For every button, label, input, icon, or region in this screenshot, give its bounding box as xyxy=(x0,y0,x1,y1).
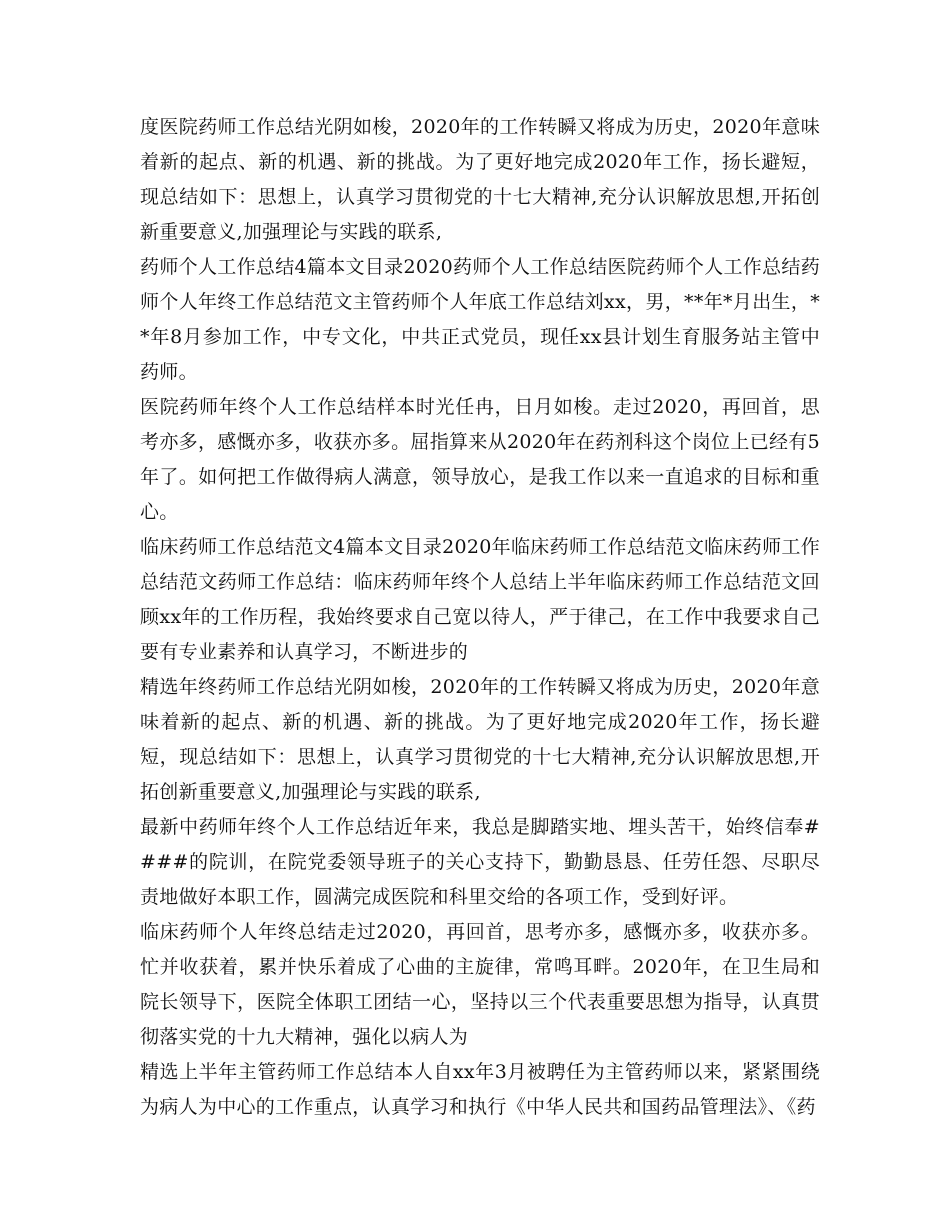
paragraph-1: 度医院药师工作总结光阴如梭，2020年的工作转瞬又将成为历史，2020年意味着新的起点、新的机遇、新的挑战。为了更好地完成2020年工作，扬长避短，现总结如下：思想上，认真学习贯彻党的十七大精神,充分认识解放思想,开拓创新重要意义,加强理论与实践的联系, xyxy=(140,116,820,243)
paragraph-6: 最新中药师年终个人工作总结近年来，我总是脚踏实地、埋头苦干，始终信奉####的院训，在院党委领导班子的关心支持下，勤勤恳恳、任劳任怨、尽职尽责地做好本职工作，圆满完成医院和科里交给的各项工作，受到好评。 xyxy=(140,816,820,908)
paragraph-3: 医院药师年终个人工作总结样本时光任冉，日月如梭。走过2020，再回首，思考亦多，感慨亦多，收获亦多。屈指算来从2020年在药剂科这个岗位上已经有5年了。如何把工作做得病人满意，领导放心，是我工作以来一直追求的目标和重心。 xyxy=(140,396,820,523)
paragraph-4: 临床药师工作总结范文4篇本文目录2020年临床药师工作总结范文临床药师工作总结范文药师工作总结：临床药师年终个人总结上半年临床药师工作总结范文回顾xx年的工作历程，我始终要求自己宽以待人，严于律己，在工作中我要求自己要有专业素养和认真学习，不断进步的 xyxy=(140,536,820,663)
paragraph-5: 精选年终药师工作总结光阴如梭，2020年的工作转瞬又将成为历史，2020年意味着新的起点、新的机遇、新的挑战。为了更好地完成2020年工作，扬长避短，现总结如下：思想上，认真学习贯彻党的十七大精神,充分认识解放思想,开拓创新重要意义,加强理论与实践的联系, xyxy=(140,676,820,803)
paragraph-2: 药师个人工作总结4篇本文目录2020药师个人工作总结医院药师个人工作总结药师个人年终工作总结范文主管药师个人年底工作总结刘xx，男，**年*月出生，**年8月参加工作，中专文化，中共正式党员，现任xx县计划生育服务站主管中药师。 xyxy=(140,256,820,383)
paragraph-8: 精选上半年主管药师工作总结本人自xx年3月被聘任为主管药师以来，紧紧围绕为病人为中心的工作重点，认真学习和执行《中华人民共和国药品管理法》、《药 xyxy=(140,1061,820,1118)
document-body xyxy=(140,110,820,1125)
paragraph-7: 临床药师个人年终总结走过2020，再回首，思考亦多，感慨亦多，收获亦多。忙并收获着，累并快乐着成了心曲的主旋律，常鸣耳畔。2020年，在卫生局和院长领导下，医院全体职工团结一心，坚持以三个代表重要思想为指导，认真贯彻落实党的十九大精神，强化以病人为 xyxy=(140,921,820,1048)
